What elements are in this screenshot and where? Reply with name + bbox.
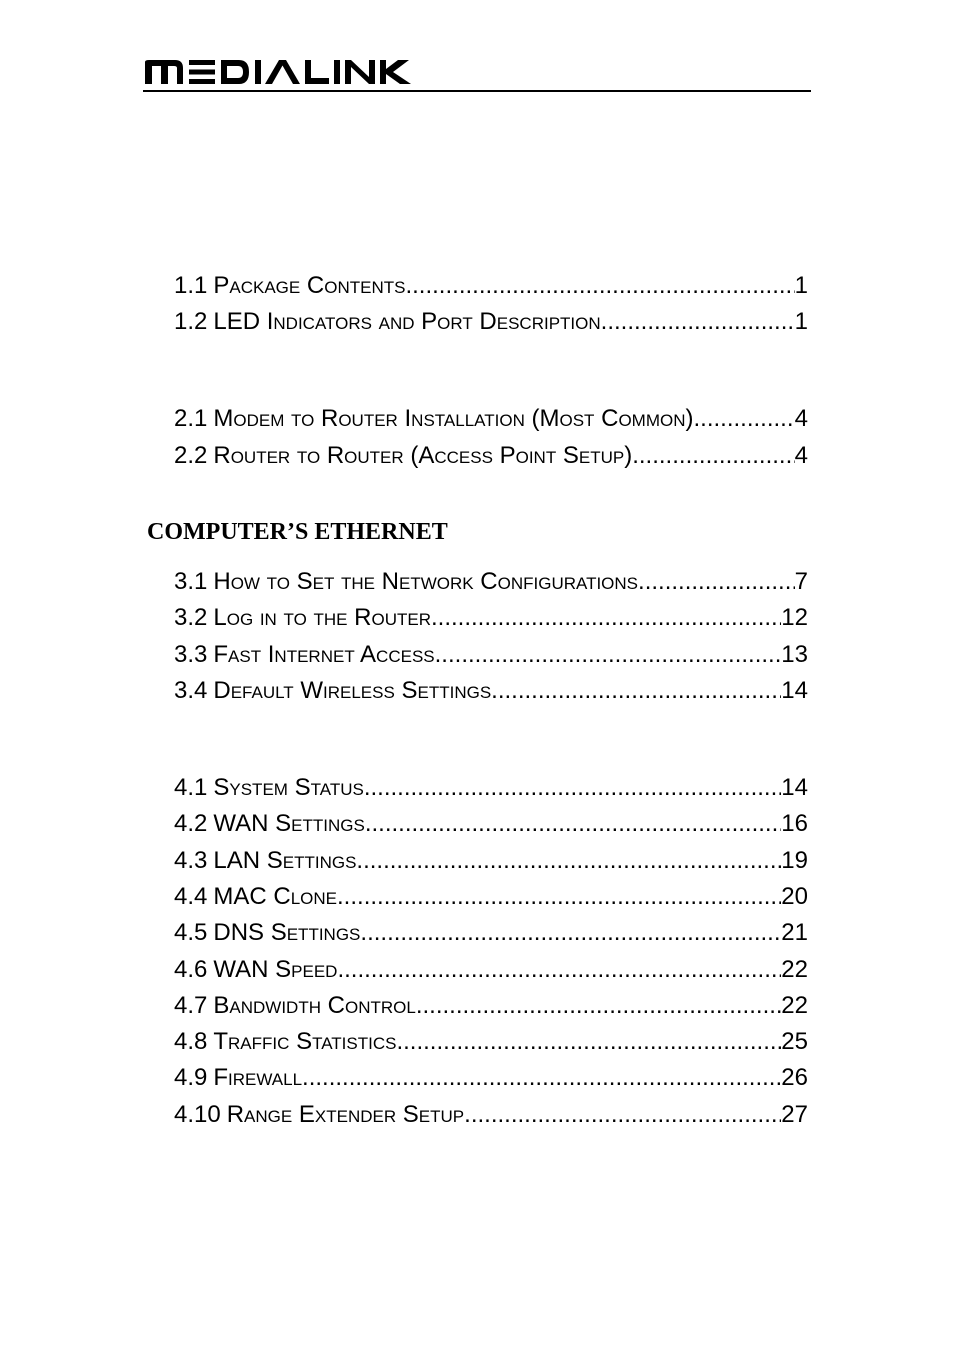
toc-dot-leader: [601, 307, 795, 337]
toc-entry-page: 4: [794, 442, 808, 469]
toc-entry-page: 21: [781, 919, 808, 946]
toc-entry-page: 22: [781, 992, 808, 1019]
toc-entry-number: 4.2: [174, 810, 208, 837]
toc-entry-page: 1: [794, 308, 808, 335]
toc-entry-number: 1.2: [174, 308, 208, 335]
toc-entry-number: 4.3: [174, 847, 208, 874]
toc-entry-number: 4.8: [174, 1028, 208, 1055]
toc-entry-title: Firewall: [213, 1064, 303, 1091]
toc-entry[interactable]: [174, 404, 808, 434]
toc-entry-number: 4.5: [174, 919, 208, 946]
toc-dot-leader: [435, 640, 782, 670]
toc-dot-leader: [638, 567, 795, 597]
toc-entry-title: How to Set the Network Configurations: [213, 568, 639, 595]
toc-entry[interactable]: [174, 955, 808, 985]
toc-entry-title: System Status: [213, 774, 364, 801]
toc-entry-page: 20: [781, 883, 808, 910]
toc-entry-page: 22: [781, 956, 808, 983]
toc-entry[interactable]: [174, 307, 808, 337]
toc-entry-title: WAN Speed: [213, 956, 338, 983]
toc-entry-number: 4.10: [174, 1101, 221, 1128]
toc-entry[interactable]: [174, 1027, 808, 1057]
toc-entry[interactable]: [174, 1063, 808, 1093]
toc-entry[interactable]: [174, 882, 808, 912]
toc-entry-page: 7: [794, 568, 808, 595]
toc-dot-leader: [365, 809, 781, 839]
toc-entry-number: 3.2: [174, 604, 208, 631]
toc-entry-number: 4.4: [174, 883, 208, 910]
toc-entry-title: Bandwidth Control: [213, 992, 416, 1019]
toc-entry[interactable]: [174, 809, 808, 839]
toc-entry-number: 2.2: [174, 442, 208, 469]
toc-entry-title: MAC Clone: [213, 883, 338, 910]
toc-entry-number: 4.6: [174, 956, 208, 983]
toc-dot-leader: [364, 773, 781, 803]
toc-entry-page: 27: [781, 1101, 808, 1128]
toc-entry[interactable]: [174, 773, 808, 803]
toc-entry-title: Router to Router (Access Point Setup): [213, 442, 633, 469]
toc-entry-page: 4: [794, 405, 808, 432]
toc-entry-page: 16: [781, 810, 808, 837]
toc-entry[interactable]: [174, 676, 808, 706]
toc-entry-page: 25: [781, 1028, 808, 1055]
toc-entry-page: 13: [781, 641, 808, 668]
toc-entry-page: 14: [781, 677, 808, 704]
toc-dot-leader: [356, 846, 781, 876]
toc-dot-leader: [693, 404, 794, 434]
toc-entry-number: 2.1: [174, 405, 208, 432]
toc-entry-title: Range Extender Setup: [226, 1101, 465, 1128]
toc-entry-title: Modem to Router Installation (Most Common): [213, 405, 694, 432]
toc-dot-leader: [405, 271, 794, 301]
toc-entry[interactable]: [174, 1100, 808, 1130]
toc-entry-number: 3.4: [174, 677, 208, 704]
toc-dot-leader: [360, 918, 781, 948]
section-heading: COMPUTER’S ETHERNET: [147, 519, 448, 545]
toc-entry-page: 19: [781, 847, 808, 874]
toc-entry-page: 26: [781, 1064, 808, 1091]
toc-entry-number: 4.1: [174, 774, 208, 801]
toc-entry-title: Fast Internet Access: [213, 641, 435, 668]
toc-entry[interactable]: [174, 567, 808, 597]
toc-dot-leader: [632, 441, 794, 471]
toc-entry-number: 4.7: [174, 992, 208, 1019]
toc-dot-leader: [337, 955, 781, 985]
toc-entry[interactable]: [174, 603, 808, 633]
toc-entry-number: 3.3: [174, 641, 208, 668]
toc-entry[interactable]: [174, 991, 808, 1021]
toc-entry[interactable]: [174, 918, 808, 948]
toc-entry-title: Traffic Statistics: [213, 1028, 397, 1055]
toc-entry-title: LED Indicators and Port Description: [213, 308, 601, 335]
toc-entry-title: Default Wireless Settings: [213, 677, 492, 704]
toc-dot-leader: [396, 1027, 781, 1057]
toc-dot-leader: [431, 603, 781, 633]
toc-entry-number: 3.1: [174, 568, 208, 595]
toc-dot-leader: [337, 882, 781, 912]
toc-dot-leader: [302, 1063, 781, 1093]
toc-entry-title: Log in to the Router: [213, 604, 431, 631]
toc-dot-leader: [416, 991, 781, 1021]
toc-dot-leader: [464, 1100, 781, 1130]
toc-entry[interactable]: [174, 846, 808, 876]
toc-entry-title: WAN Settings: [213, 810, 365, 837]
toc-entry[interactable]: [174, 640, 808, 670]
toc-entry-title: LAN Settings: [213, 847, 357, 874]
toc-entry-title: DNS Settings: [213, 919, 361, 946]
toc-entry-number: 4.9: [174, 1064, 208, 1091]
toc-dot-leader: [491, 676, 781, 706]
toc-entry-title: Package Contents: [213, 272, 406, 299]
toc-entry[interactable]: [174, 441, 808, 471]
toc-entry-number: 1.1: [174, 272, 208, 299]
toc-entry-page: 1: [794, 272, 808, 299]
toc-entry-page: 14: [781, 774, 808, 801]
toc-entry[interactable]: [174, 271, 808, 301]
toc-entry-page: 12: [781, 604, 808, 631]
